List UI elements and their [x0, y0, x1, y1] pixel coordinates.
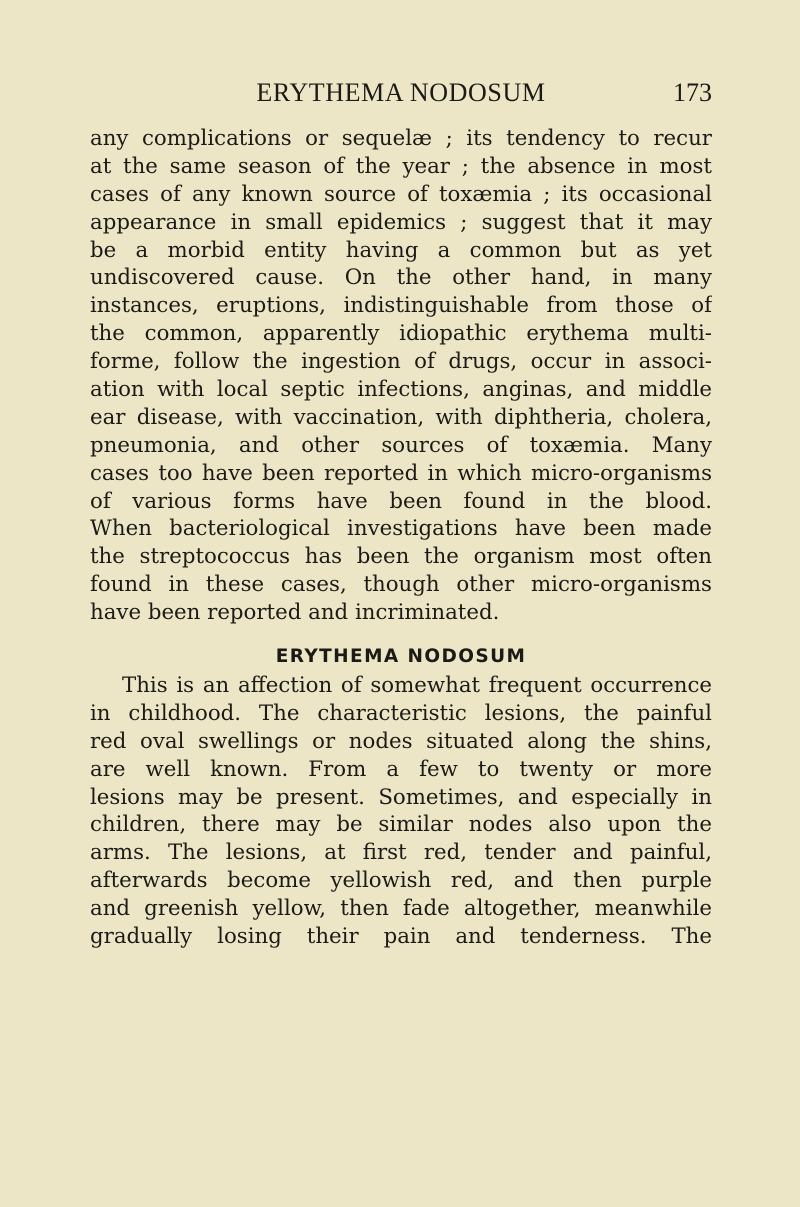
text-line: of various forms have been found in the blood. — [90, 488, 712, 514]
page-number: 173 — [673, 78, 712, 107]
text-line: forme, follow the ingestion of drugs, occur in associ- — [90, 349, 712, 375]
text-line: be a morbid entity having a common but as yet — [90, 237, 712, 263]
running-title: ERYTHEMA NODOSUM — [256, 78, 546, 107]
text-line: the streptococcus has been the organism most often — [90, 544, 712, 570]
body-text — [90, 125, 712, 951]
text-line: at the same season of the year ; the absence in most — [90, 153, 712, 179]
text-line: pneumonia, and other sources of toxæmia. Many — [90, 432, 712, 458]
text-line: instances, eruptions, indistinguishable from those of — [90, 293, 712, 319]
text-line: appearance in small epidemics ; suggest that it may — [90, 209, 712, 235]
text-line: found in these cases, though other micro-organisms — [90, 572, 712, 598]
running-head — [90, 78, 712, 110]
text-line: the common, apparently idiopathic erythema multi- — [90, 321, 712, 347]
section-heading: ERYTHEMA NODOSUM — [275, 646, 527, 668]
text-line: in childhood. The characteristic lesions, the painful — [90, 700, 712, 726]
text-line: and greenish yellow, then fade altogether, meanwhile — [90, 896, 712, 922]
text-line: undiscovered cause. On the other hand, in many — [90, 265, 712, 291]
text-line: have been reported and incriminated. — [90, 600, 500, 626]
text-line: lesions may be present. Sometimes, and especially in — [90, 784, 712, 810]
text-line: afterwards become yellowish red, and then purple — [90, 868, 712, 894]
text-line: cases of any known source of toxæmia ; its occasional — [90, 181, 712, 207]
text-line: any complications or sequelæ ; its tendency to recur — [90, 126, 712, 151]
paragraph-continued — [90, 125, 712, 627]
text-line: gradually losing their pain and tenderness. The — [90, 924, 712, 950]
paragraph-erythema-nodosum — [90, 672, 712, 951]
text-line: red oval swellings or nodes situated along the shins, — [90, 728, 712, 754]
text-line: arms. The lesions, at first red, tender and painful, — [90, 840, 712, 866]
text-line: ation with local septic infections, anginas, and middle — [90, 377, 712, 403]
text-line: children, there may be similar nodes also upon the — [90, 812, 712, 838]
text-line: cases too have been reported in which micro-organisms — [90, 460, 712, 486]
text-line: This is an affection of somewhat frequent occurrence — [122, 673, 712, 699]
text-line: When bacteriological investigations have been made — [90, 516, 712, 542]
text-line: are well known. From a few to twenty or more — [90, 756, 712, 782]
text-line: ear disease, with vaccination, with diphtheria, cholera, — [90, 404, 712, 430]
